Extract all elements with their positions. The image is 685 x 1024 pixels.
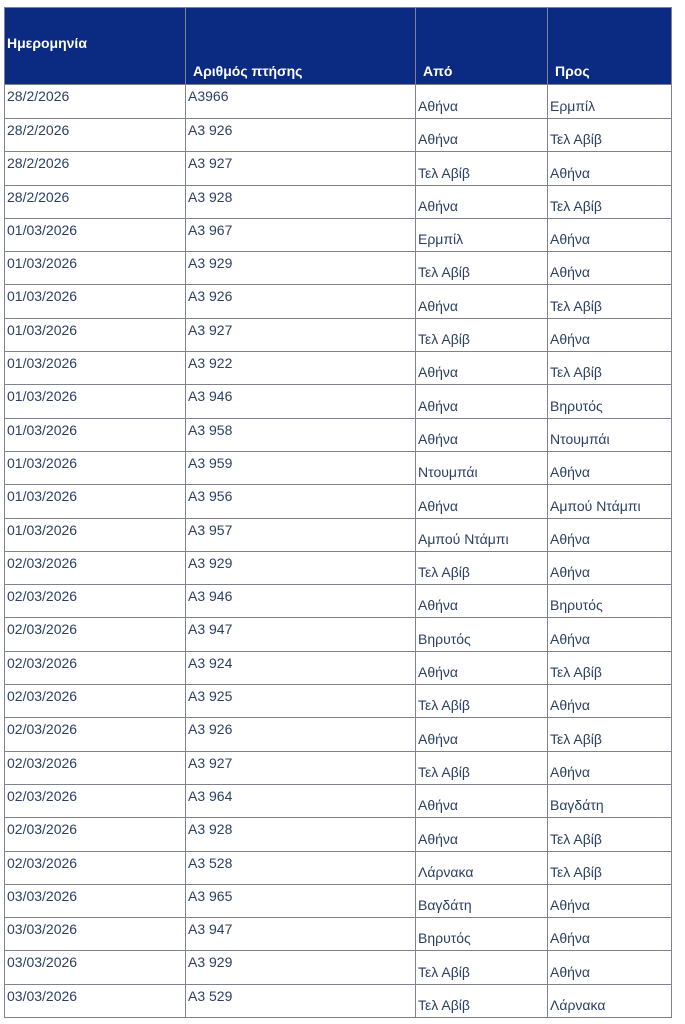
cell-date-text: 01/03/2026 xyxy=(7,355,78,372)
cell-date-text: 02/03/2026 xyxy=(7,621,78,638)
cell-from xyxy=(416,984,548,1017)
cell-date-text: 02/03/2026 xyxy=(7,821,78,838)
cell-date xyxy=(5,918,186,951)
table-row xyxy=(5,85,672,119)
cell-flight-number-text: A3 925 xyxy=(188,688,233,705)
cell-from xyxy=(416,152,548,185)
flights-table xyxy=(4,7,672,1018)
table-row xyxy=(5,951,672,984)
table-row xyxy=(5,818,672,851)
cell-to-text: Αθήνα xyxy=(550,630,591,647)
cell-flight-number-text: A3 959 xyxy=(188,454,233,471)
cell-flight-number xyxy=(186,385,416,418)
cell-date-text: 01/03/2026 xyxy=(7,288,78,305)
cell-from-text: Αθήνα xyxy=(418,664,459,681)
cell-from xyxy=(416,185,548,218)
cell-flight-number-text: A3 928 xyxy=(188,821,233,838)
cell-flight-number-text: A3 529 xyxy=(188,987,233,1004)
cell-to xyxy=(548,385,672,418)
cell-to-text: Αθήνα xyxy=(550,564,591,581)
cell-flight-number xyxy=(186,884,416,917)
cell-from-text: Αθήνα xyxy=(418,197,459,214)
cell-date-text: 01/03/2026 xyxy=(7,255,78,272)
cell-to xyxy=(548,485,672,518)
cell-date-text: 28/2/2026 xyxy=(7,122,70,138)
cell-flight-number-text: A3 924 xyxy=(188,654,233,671)
cell-from xyxy=(416,551,548,584)
cell-date xyxy=(5,485,186,518)
cell-flight-number xyxy=(186,585,416,618)
cell-flight-number-text: A3 929 xyxy=(188,954,233,971)
cell-to-text: Βηρυτός xyxy=(550,397,603,414)
cell-from xyxy=(416,518,548,551)
cell-to xyxy=(548,285,672,318)
column-header-to: Προς xyxy=(548,8,672,85)
cell-date-text: 03/03/2026 xyxy=(7,987,78,1004)
cell-to xyxy=(548,918,672,951)
cell-from xyxy=(416,418,548,451)
cell-date-text: 02/03/2026 xyxy=(7,688,78,705)
cell-from-text: Τελ Αβίβ xyxy=(418,997,470,1014)
cell-flight-number xyxy=(186,951,416,984)
cell-to-text: Λάρνακα xyxy=(550,997,606,1014)
cell-flight-number-text: A3 929 xyxy=(188,554,233,571)
cell-flight-number-text: A3 926 xyxy=(188,122,233,138)
cell-date xyxy=(5,551,186,584)
cell-to xyxy=(548,685,672,718)
cell-date-text: 03/03/2026 xyxy=(7,954,78,971)
table-body xyxy=(5,85,672,1018)
cell-date-text: 02/03/2026 xyxy=(7,754,78,771)
cell-date-text: 01/03/2026 xyxy=(7,321,78,338)
cell-flight-number xyxy=(186,784,416,817)
cell-flight-number-text: A3 929 xyxy=(188,255,233,272)
cell-from-text: Αθήνα xyxy=(418,98,459,114)
cell-from xyxy=(416,119,548,152)
cell-from xyxy=(416,385,548,418)
cell-flight-number-text: A3 922 xyxy=(188,355,233,372)
cell-date xyxy=(5,784,186,817)
cell-flight-number-text: A3 964 xyxy=(188,787,233,804)
cell-from-text: Βαγδάτη xyxy=(418,897,472,914)
cell-date-text: 28/2/2026 xyxy=(7,188,70,205)
cell-flight-number xyxy=(186,485,416,518)
table-row xyxy=(5,918,672,951)
cell-to-text: Αθήνα xyxy=(550,930,591,947)
table-row xyxy=(5,784,672,817)
cell-flight-number-text: A3 946 xyxy=(188,388,233,405)
cell-to xyxy=(548,718,672,751)
cell-date xyxy=(5,718,186,751)
cell-date-text: 01/03/2026 xyxy=(7,388,78,405)
cell-from xyxy=(416,685,548,718)
cell-from-text: Τελ Αβίβ xyxy=(418,164,470,181)
cell-flight-number xyxy=(186,185,416,218)
cell-from xyxy=(416,918,548,951)
cell-date-text: 02/03/2026 xyxy=(7,588,78,605)
cell-flight-number-text: A3 927 xyxy=(188,321,233,338)
cell-date xyxy=(5,984,186,1017)
cell-to xyxy=(548,551,672,584)
cell-date xyxy=(5,951,186,984)
cell-to xyxy=(548,85,672,119)
cell-from-text: Τελ Αβίβ xyxy=(418,697,470,714)
table-row xyxy=(5,318,672,351)
cell-date xyxy=(5,751,186,784)
cell-flight-number-text: A3 957 xyxy=(188,521,233,538)
cell-date-text: 02/03/2026 xyxy=(7,721,78,738)
cell-date-text: 01/03/2026 xyxy=(7,521,78,538)
cell-flight-number xyxy=(186,318,416,351)
cell-to xyxy=(548,252,672,285)
cell-to xyxy=(548,951,672,984)
cell-from-text: Τελ Αβίβ xyxy=(418,963,470,980)
cell-date xyxy=(5,884,186,917)
table-row xyxy=(5,585,672,618)
column-header-date: Ημερομηνία xyxy=(5,8,186,85)
cell-to-text: Αθήνα xyxy=(550,231,591,248)
cell-date-text: 03/03/2026 xyxy=(7,887,78,904)
cell-from xyxy=(416,784,548,817)
cell-flight-number xyxy=(186,285,416,318)
table-row xyxy=(5,185,672,218)
cell-from-text: Αθήνα xyxy=(418,131,459,148)
cell-flight-number xyxy=(186,718,416,751)
cell-from xyxy=(416,352,548,385)
cell-from-text: Αθήνα xyxy=(418,430,459,447)
cell-to xyxy=(548,851,672,884)
cell-flight-number xyxy=(186,551,416,584)
cell-flight-number-text: A3 928 xyxy=(188,188,233,205)
cell-date xyxy=(5,585,186,618)
cell-flight-number xyxy=(186,218,416,251)
cell-to-text: Αθήνα xyxy=(550,963,591,980)
table-row xyxy=(5,451,672,484)
cell-to xyxy=(548,984,672,1017)
cell-date-text: 01/03/2026 xyxy=(7,421,78,438)
cell-to-text: Αθήνα xyxy=(550,530,591,547)
cell-to-text: Αθήνα xyxy=(550,264,591,281)
cell-flight-number-text: A3 927 xyxy=(188,155,233,172)
cell-to-text: Ερμπίλ xyxy=(550,98,596,114)
table-header-row xyxy=(5,8,672,85)
cell-to xyxy=(548,784,672,817)
cell-from xyxy=(416,751,548,784)
cell-from-text: Αθήνα xyxy=(418,297,459,314)
cell-to xyxy=(548,152,672,185)
cell-to-text: Αθήνα xyxy=(550,897,591,914)
cell-to-text: Τελ Αβίβ xyxy=(550,197,602,214)
table-row xyxy=(5,352,672,385)
cell-flight-number-text: A3 956 xyxy=(188,488,233,505)
table-row xyxy=(5,718,672,751)
cell-to-text: Αθήνα xyxy=(550,331,591,348)
cell-date xyxy=(5,518,186,551)
cell-date-text: 02/03/2026 xyxy=(7,554,78,571)
cell-from xyxy=(416,618,548,651)
cell-from xyxy=(416,585,548,618)
table-row xyxy=(5,252,672,285)
cell-from-text: Αθήνα xyxy=(418,797,459,814)
cell-to-text: Ντουμπάι xyxy=(550,430,610,447)
cell-flight-number xyxy=(186,451,416,484)
cell-date xyxy=(5,818,186,851)
cell-to-text: Τελ Αβίβ xyxy=(550,364,602,381)
cell-from xyxy=(416,818,548,851)
cell-flight-number xyxy=(186,85,416,119)
column-header-from: Από xyxy=(416,8,548,85)
cell-from-text: Αθήνα xyxy=(418,497,459,514)
table-row xyxy=(5,884,672,917)
cell-from-text: Αθήνα xyxy=(418,597,459,614)
cell-to xyxy=(548,818,672,851)
cell-flight-number-text: A3966 xyxy=(188,88,229,104)
table-row xyxy=(5,685,672,718)
cell-flight-number xyxy=(186,418,416,451)
cell-flight-number xyxy=(186,518,416,551)
table-row xyxy=(5,618,672,651)
cell-date-text: 02/03/2026 xyxy=(7,854,78,871)
table-row xyxy=(5,551,672,584)
cell-from xyxy=(416,718,548,751)
cell-date xyxy=(5,85,186,119)
cell-to-text: Αθήνα xyxy=(550,763,591,780)
table-row xyxy=(5,218,672,251)
cell-flight-number xyxy=(186,685,416,718)
cell-date xyxy=(5,218,186,251)
cell-from-text: Αθήνα xyxy=(418,364,459,381)
cell-to-text: Βηρυτός xyxy=(550,597,603,614)
cell-flight-number-text: A3 946 xyxy=(188,588,233,605)
cell-date-text: 28/2/2026 xyxy=(7,88,70,104)
cell-to-text: Τελ Αβίβ xyxy=(550,297,602,314)
cell-date-text: 28/2/2026 xyxy=(7,155,70,172)
cell-to xyxy=(548,651,672,684)
table-row xyxy=(5,418,672,451)
cell-to-text: Αθήνα xyxy=(550,697,591,714)
cell-from-text: Τελ Αβίβ xyxy=(418,264,470,281)
cell-to-text: Τελ Αβίβ xyxy=(550,830,602,847)
cell-from-text: Βηρυτός xyxy=(418,930,471,947)
cell-to xyxy=(548,119,672,152)
cell-from xyxy=(416,85,548,119)
cell-from xyxy=(416,318,548,351)
cell-from-text: Λάρνακα xyxy=(418,863,474,880)
cell-date-text: 03/03/2026 xyxy=(7,921,78,938)
cell-to xyxy=(548,751,672,784)
cell-from xyxy=(416,451,548,484)
cell-to xyxy=(548,451,672,484)
cell-flight-number xyxy=(186,152,416,185)
cell-flight-number-text: A3 947 xyxy=(188,621,233,638)
cell-flight-number xyxy=(186,751,416,784)
cell-flight-number-text: A3 958 xyxy=(188,421,233,438)
cell-to xyxy=(548,318,672,351)
cell-date-text: 01/03/2026 xyxy=(7,488,78,505)
cell-from-text: Αθήνα xyxy=(418,730,459,747)
cell-flight-number-text: A3 927 xyxy=(188,754,233,771)
cell-flight-number xyxy=(186,119,416,152)
cell-date xyxy=(5,418,186,451)
cell-date-text: 02/03/2026 xyxy=(7,787,78,804)
cell-to-text: Τελ Αβίβ xyxy=(550,730,602,747)
cell-flight-number-text: A3 926 xyxy=(188,721,233,738)
cell-flight-number xyxy=(186,984,416,1017)
cell-date xyxy=(5,352,186,385)
cell-to xyxy=(548,585,672,618)
cell-to xyxy=(548,218,672,251)
cell-to-text: Τελ Αβίβ xyxy=(550,131,602,148)
cell-date xyxy=(5,685,186,718)
cell-date xyxy=(5,385,186,418)
cell-date-text: 01/03/2026 xyxy=(7,454,78,471)
cell-from xyxy=(416,285,548,318)
cell-from xyxy=(416,252,548,285)
table-row xyxy=(5,119,672,152)
cell-date xyxy=(5,185,186,218)
cell-to-text: Αμπού Ντάμπι xyxy=(550,497,641,514)
cell-from-text: Τελ Αβίβ xyxy=(418,763,470,780)
cell-date xyxy=(5,618,186,651)
cell-from xyxy=(416,851,548,884)
cell-date xyxy=(5,152,186,185)
cell-flight-number-text: A3 947 xyxy=(188,921,233,938)
cell-flight-number-text: A3 965 xyxy=(188,887,233,904)
table-row xyxy=(5,385,672,418)
table-row xyxy=(5,518,672,551)
cell-to-text: Τελ Αβίβ xyxy=(550,664,602,681)
cell-to xyxy=(548,418,672,451)
cell-date xyxy=(5,651,186,684)
cell-flight-number-text: A3 926 xyxy=(188,288,233,305)
cell-flight-number-text: A3 967 xyxy=(188,221,233,238)
cell-to-text: Βαγδάτη xyxy=(550,797,604,814)
cell-from xyxy=(416,485,548,518)
table-row xyxy=(5,651,672,684)
table-row xyxy=(5,984,672,1017)
cell-date xyxy=(5,252,186,285)
cell-from xyxy=(416,218,548,251)
table-row xyxy=(5,285,672,318)
cell-from-text: Ερμπίλ xyxy=(418,231,464,248)
column-header-flight-number: Αριθμός πτήσης xyxy=(186,8,416,85)
cell-to xyxy=(548,618,672,651)
table-row xyxy=(5,751,672,784)
cell-flight-number xyxy=(186,252,416,285)
cell-flight-number xyxy=(186,651,416,684)
cell-to xyxy=(548,884,672,917)
cell-from-text: Ντουμπάι xyxy=(418,464,478,481)
cell-date-text: 02/03/2026 xyxy=(7,654,78,671)
cell-flight-number xyxy=(186,918,416,951)
cell-from-text: Αθήνα xyxy=(418,830,459,847)
cell-date-text: 01/03/2026 xyxy=(7,221,78,238)
cell-from-text: Αμπού Ντάμπι xyxy=(418,530,509,547)
cell-from-text: Βηρυτός xyxy=(418,630,471,647)
cell-flight-number xyxy=(186,818,416,851)
cell-date xyxy=(5,119,186,152)
cell-to xyxy=(548,518,672,551)
cell-to-text: Αθήνα xyxy=(550,464,591,481)
table-row xyxy=(5,851,672,884)
cell-date xyxy=(5,851,186,884)
cell-flight-number xyxy=(186,851,416,884)
cell-flight-number xyxy=(186,352,416,385)
cell-from-text: Τελ Αβίβ xyxy=(418,331,470,348)
cell-flight-number xyxy=(186,618,416,651)
cell-date xyxy=(5,451,186,484)
cell-from-text: Τελ Αβίβ xyxy=(418,564,470,581)
cell-from xyxy=(416,884,548,917)
table-row xyxy=(5,152,672,185)
cell-from-text: Αθήνα xyxy=(418,397,459,414)
cell-from xyxy=(416,651,548,684)
cell-to-text: Τελ Αβίβ xyxy=(550,863,602,880)
cell-date xyxy=(5,318,186,351)
cell-to xyxy=(548,352,672,385)
cell-from xyxy=(416,951,548,984)
cell-flight-number-text: A3 528 xyxy=(188,854,233,871)
cell-date xyxy=(5,285,186,318)
cell-to-text: Αθήνα xyxy=(550,164,591,181)
table-row xyxy=(5,485,672,518)
cell-to xyxy=(548,185,672,218)
